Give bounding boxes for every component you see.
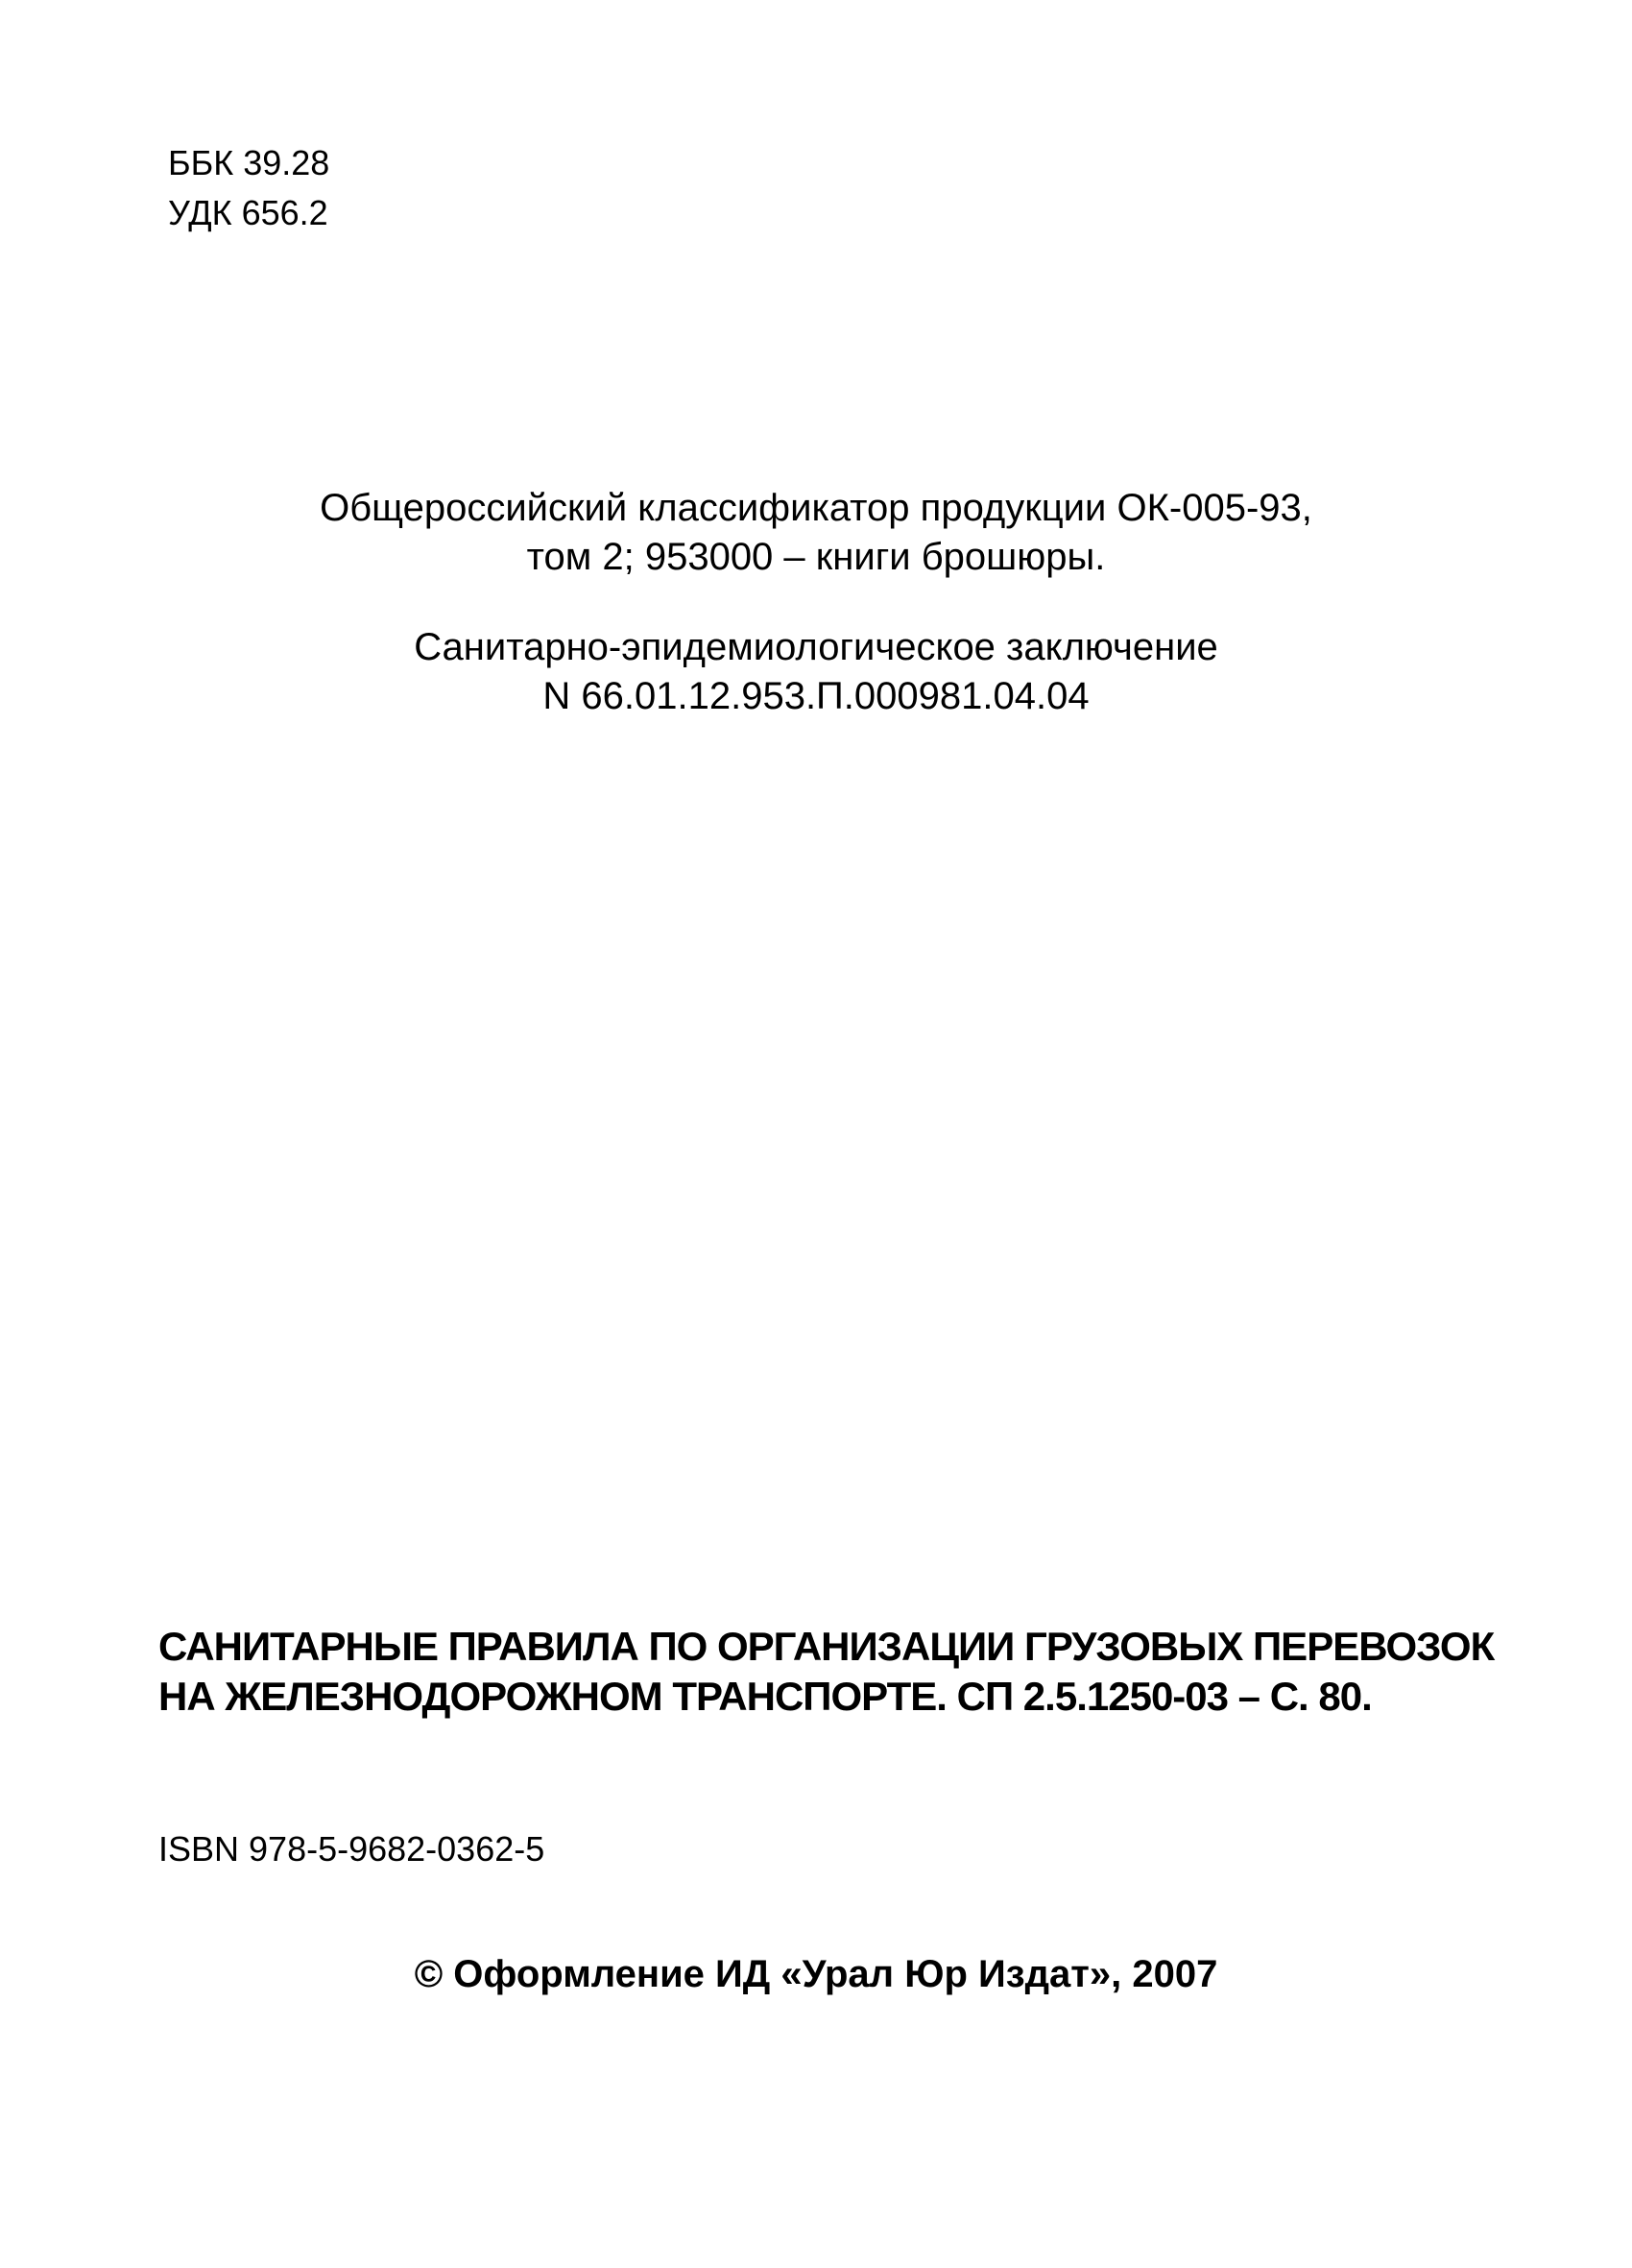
udk-code: УДК 656.2: [168, 193, 328, 232]
sanitary-conclusion-number: N 66.01.12.953.П.000981.04.04: [542, 675, 1090, 717]
classifier-line-2: том 2; 953000 – книги брошюры.: [526, 536, 1106, 578]
bbk-code: ББК 39.28: [168, 143, 330, 182]
classifier-line-1: Общероссийский классификатор продукции ОК-005-93,: [320, 487, 1312, 529]
copyright: © Оформление ИД «Урал Юр Издат», 2007: [414, 1953, 1218, 1995]
book-title-line-2: НА ЖЕЛЕЗНОДОРОЖНОМ ТРАНСПОРТЕ. СП 2.5.1250-03 – С. 80.: [158, 1674, 1372, 1719]
book-title-line-1: САНИТАРНЫЕ ПРАВИЛА ПО ОРГАНИЗАЦИИ ГРУЗОВЫХ ПЕРЕВОЗОК: [158, 1624, 1495, 1669]
isbn: ISBN 978-5-9682-0362-5: [158, 1829, 545, 1869]
sanitary-conclusion-line-1: Санитарно-эпидемиологическое заключение: [414, 626, 1218, 668]
